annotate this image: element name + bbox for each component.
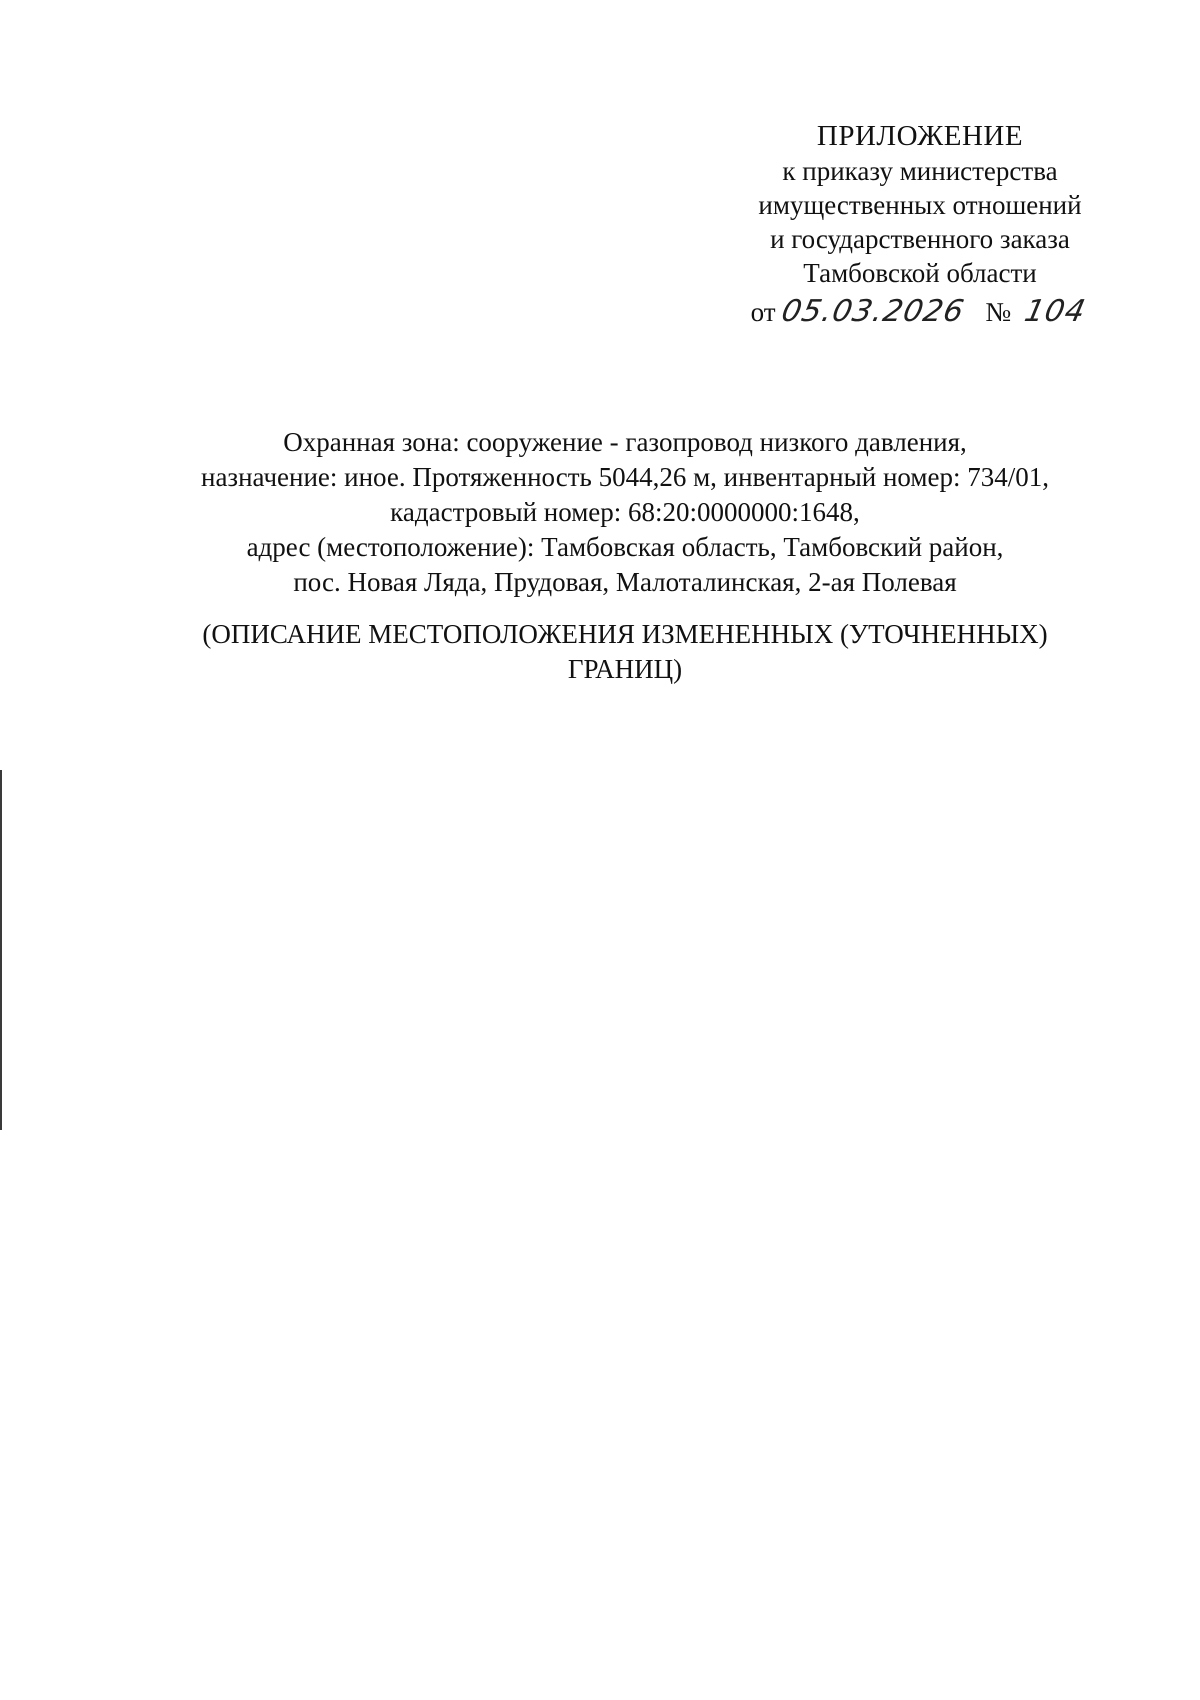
appendix-line-4: Тамбовской области (803, 258, 1037, 288)
appendix-line-2: имущественных отношений (758, 190, 1082, 220)
heading-line-4: адрес (местоположение): Тамбовская область, Тамбовский район, (246, 532, 1004, 562)
appendix-block (700, 118, 1140, 332)
heading-line-5: пос. Новая Ляда, Прудовая, Малоталинская, 2-ая Полевая (293, 567, 957, 597)
handwritten-date: 05.03.2026 (777, 294, 968, 329)
appendix-title: ПРИЛОЖЕНИЕ (816, 120, 1024, 152)
appendix-line-1: к приказу министерства (782, 156, 1058, 186)
heading-line-3: кадастровый номер: 68:20:0000000:1648, (390, 497, 860, 527)
order-reference (700, 292, 1140, 332)
document-subheading: (ОПИСАНИЕ МЕСТОПОЛОЖЕНИЯ ИЗМЕНЕННЫХ (УТОЧНЕННЫХ) ГРАНИЦ) (202, 619, 1048, 684)
handwritten-number: 104 (1021, 294, 1090, 329)
document-heading (150, 425, 1100, 600)
number-prefix: № (985, 297, 1012, 327)
scan-edge-mark (0, 770, 2, 1130)
appendix-line-3: и государственного заказа (770, 224, 1070, 254)
date-prefix: от (750, 297, 776, 327)
heading-line-2: назначение: иное. Протяженность 5044,26 м, инвентарный номер: 734/01, (201, 462, 1049, 492)
heading-line-1: Охранная зона: сооружение - газопровод низкого давления, (283, 427, 967, 457)
